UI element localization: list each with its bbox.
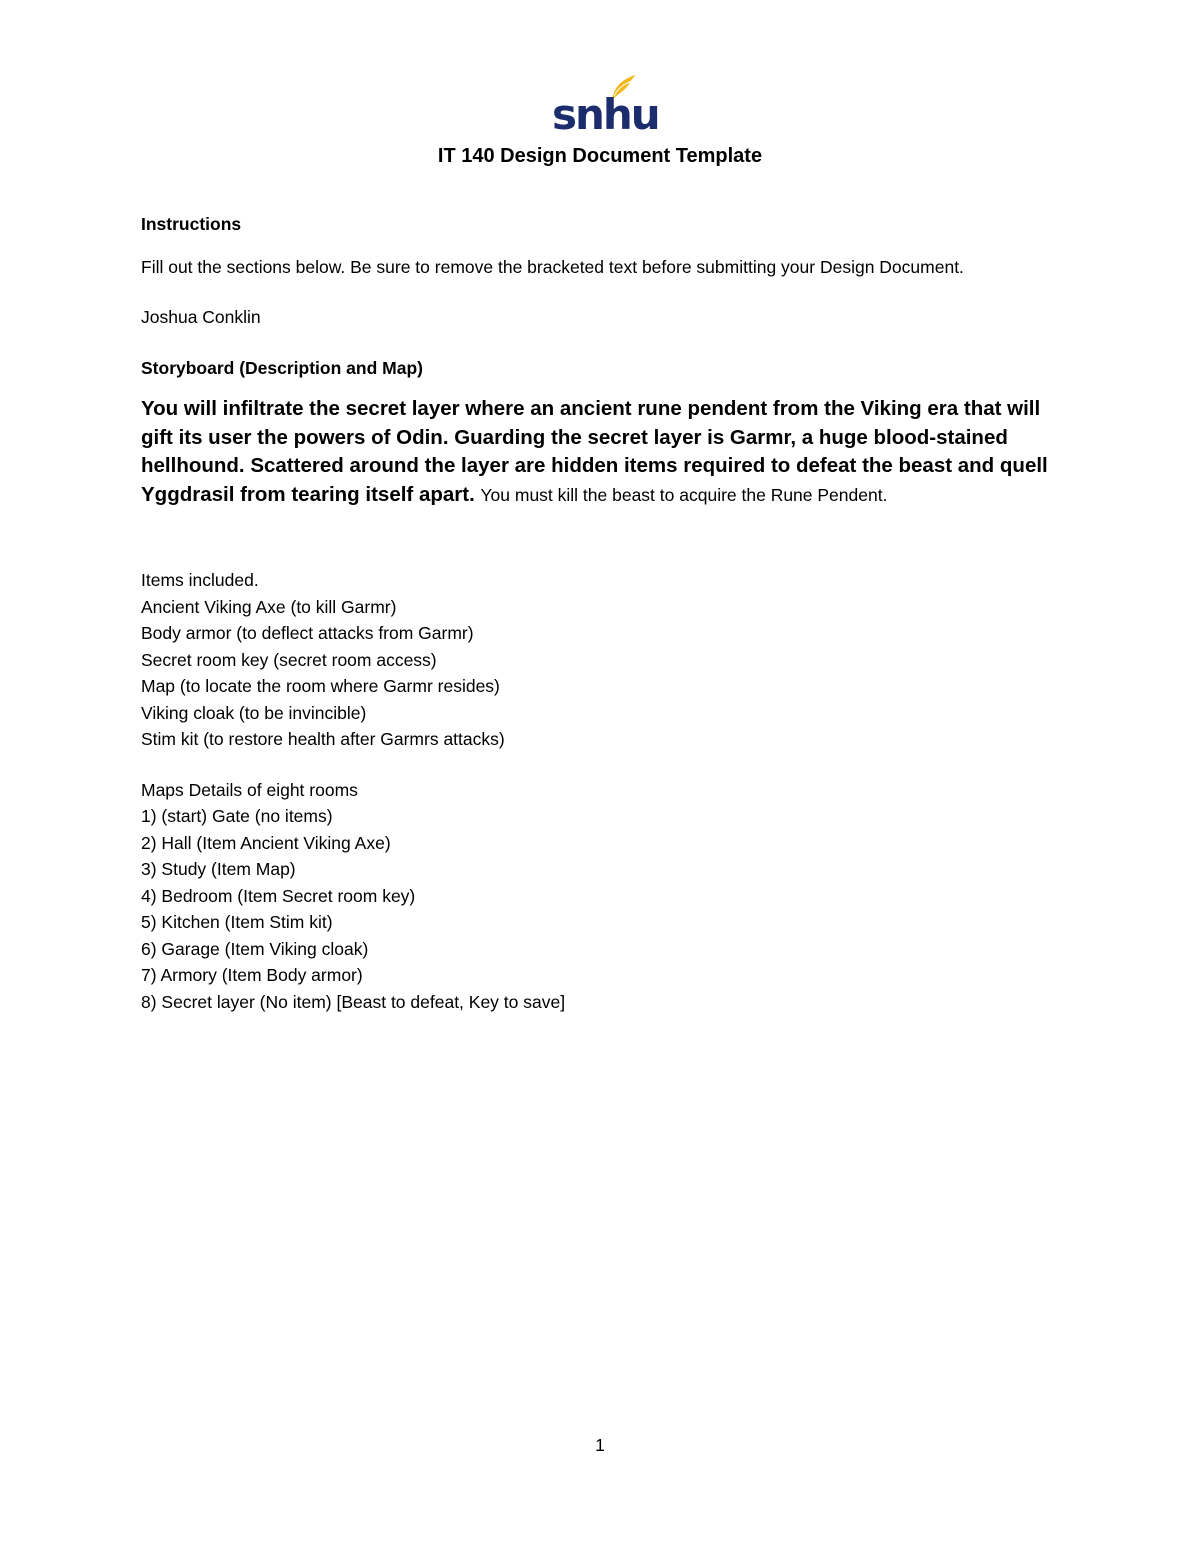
list-item: 1) (start) Gate (no items): [141, 806, 333, 826]
list-item: 2) Hall (Item Ancient Viking Axe): [141, 832, 391, 853]
list-item: Secret room key (secret room access): [141, 649, 437, 670]
list-item: Viking cloak (to be invincible): [141, 702, 367, 723]
storyboard-heading: Storyboard (Description and Map): [141, 357, 423, 378]
document-body: [141, 211, 1061, 1015]
logo-wordmark: snhu: [552, 90, 659, 139]
list-item: 7) Armory (Item Body armor): [141, 965, 363, 985]
list-item: 3) Study (Item Map): [141, 859, 296, 879]
list-item: Ancient Viking Axe (to kill Garmr): [141, 596, 397, 617]
list-item: Map (to locate the room where Garmr resides): [141, 676, 500, 696]
items-heading: Items included.: [141, 570, 259, 590]
list-item: 5) Kitchen (Item Stim kit): [141, 912, 333, 932]
list-item: Body armor (to deflect attacks from Garmr): [141, 623, 474, 643]
instructions-heading: Instructions: [141, 214, 242, 234]
flame-leaf-icon: [550, 72, 659, 139]
document-title: IT 140 Design Document Template: [437, 145, 763, 167]
snhu-logo: [550, 72, 659, 139]
page-number: 1: [595, 1435, 605, 1455]
items-list: [141, 567, 1061, 753]
story-normal-text: You must kill the beast to acquire the Rune Pendent.: [480, 484, 888, 505]
list-item: Stim kit (to restore health after Garmrs attacks): [141, 729, 505, 749]
rooms-heading: Maps Details of eight rooms: [141, 779, 358, 800]
list-item: 6) Garage (Item Viking cloak): [141, 938, 369, 959]
storyboard-description: [141, 395, 1061, 509]
instructions-text: Fill out the sections below. Be sure to remove the bracketed text before submitting your Design Document.: [141, 256, 964, 277]
author-name: Joshua Conklin: [141, 307, 261, 327]
rooms-list: [141, 777, 1061, 1016]
story-bold-text: You will infiltrate the secret layer where an ancient rune pendent from the Viking era that will gift its user the powers of Odin. Guarding the secret layer is Garmr, a huge blood-stained hellhound. Scattered around the layer are hidden items required to defeat the beast and quell Yggdrasil from tearing itself apart.: [141, 397, 1048, 506]
list-item: 8) Secret layer (No item) [Beast to defeat, Key to save]: [141, 991, 566, 1012]
list-item: 4) Bedroom (Item Secret room key): [141, 885, 416, 906]
